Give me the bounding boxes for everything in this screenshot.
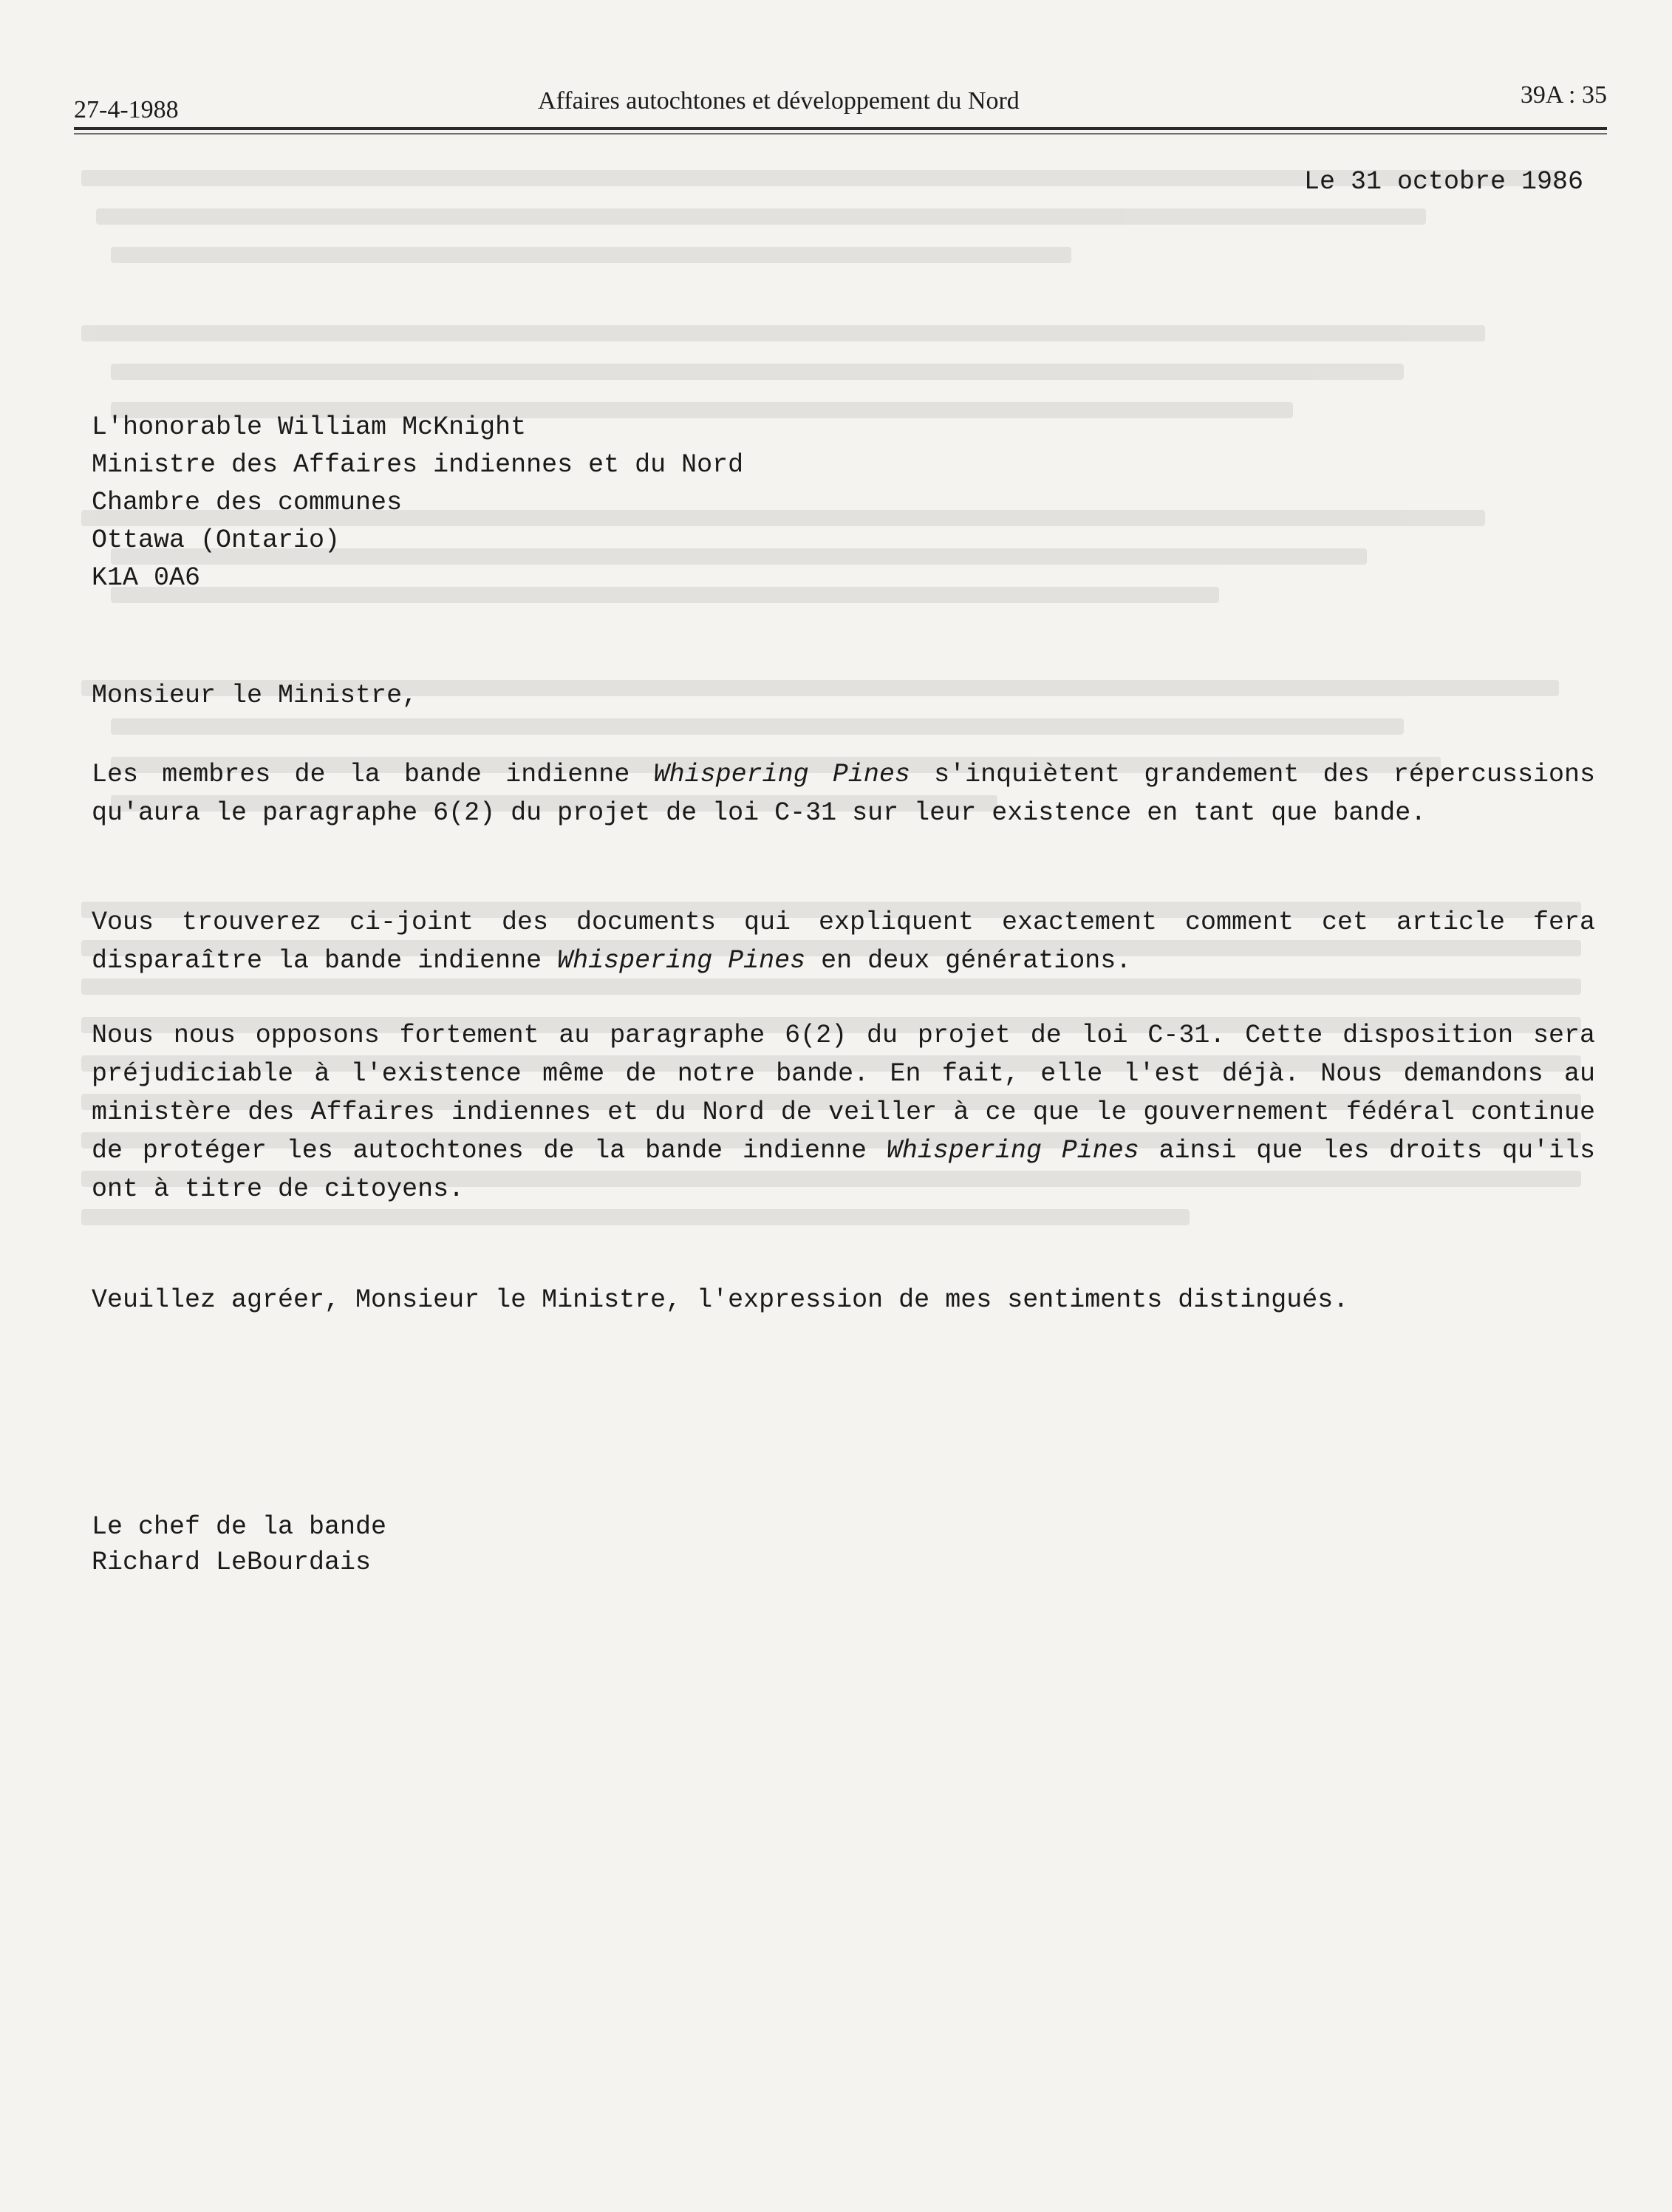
paragraph-3-end: ainsi que les droits qu'ils ont à titre de citoyens. bbox=[92, 1136, 1595, 1204]
recipient-name: L'honorable William McKnight bbox=[92, 412, 527, 442]
page-header bbox=[74, 81, 1607, 126]
paragraph-1-start: Les membres de la bande indienne bbox=[92, 760, 654, 789]
paragraph-2-end: en deux générations. bbox=[805, 946, 1132, 976]
recipient-office: Chambre des communes bbox=[92, 488, 403, 517]
signature-block bbox=[92, 1508, 386, 1579]
header-title: Affaires autochtones et développement du Nord bbox=[538, 87, 1020, 115]
recipient-city: Ottawa (Ontario) bbox=[92, 525, 341, 555]
closing-formula: Veuillez agréer, Monsieur le Ministre, l'expression de mes sentiments distingués. bbox=[92, 1285, 1349, 1315]
recipient-postal-code: K1A 0A6 bbox=[92, 563, 201, 593]
band-name: Whispering Pines bbox=[886, 1136, 1139, 1165]
paragraph-2 bbox=[92, 903, 1595, 980]
band-name: Whispering Pines bbox=[557, 946, 806, 976]
signatory-title: Le chef de la bande bbox=[92, 1512, 387, 1542]
band-name: Whispering Pines bbox=[653, 760, 910, 789]
recipient-address bbox=[92, 408, 978, 596]
header-divider bbox=[74, 127, 1607, 130]
paragraph-1 bbox=[92, 755, 1595, 832]
header-divider-thin bbox=[74, 133, 1607, 135]
signatory-name: Richard LeBourdais bbox=[92, 1548, 372, 1577]
recipient-title: Ministre des Affaires indiennes et du Nord bbox=[92, 450, 744, 480]
paragraph-2-start: Vous trouverez ci-joint des documents qui expliquent exactement comment cet article fera disparaître la bande indienne bbox=[92, 908, 1595, 976]
letter-date: Le 31 octobre 1986 bbox=[1303, 167, 1583, 197]
header-page-ref: 39A : 35 bbox=[1520, 81, 1607, 109]
header-date: 27-4-1988 bbox=[74, 96, 179, 123]
salutation: Monsieur le Ministre, bbox=[92, 681, 418, 710]
paragraph-1-end: s'inquiètent grandement des répercussions qu'aura le paragraphe 6(2) du projet de loi C-31 sur leur existence en tant que bande. bbox=[92, 760, 1595, 828]
paragraph-3 bbox=[92, 1016, 1595, 1208]
paragraph-3-start: Nous nous opposons fortement au paragraphe 6(2) du projet de loi C-31. Cette disposition sera préjudiciable à l'existence même de notre bande. En fait, elle l'est déjà. Nous demandons au ministère des Affaires indiennes et du Nord de veiller à ce que le gouvernement fédéral continue de protéger les autochtones de la bande indienne bbox=[92, 1021, 1595, 1165]
